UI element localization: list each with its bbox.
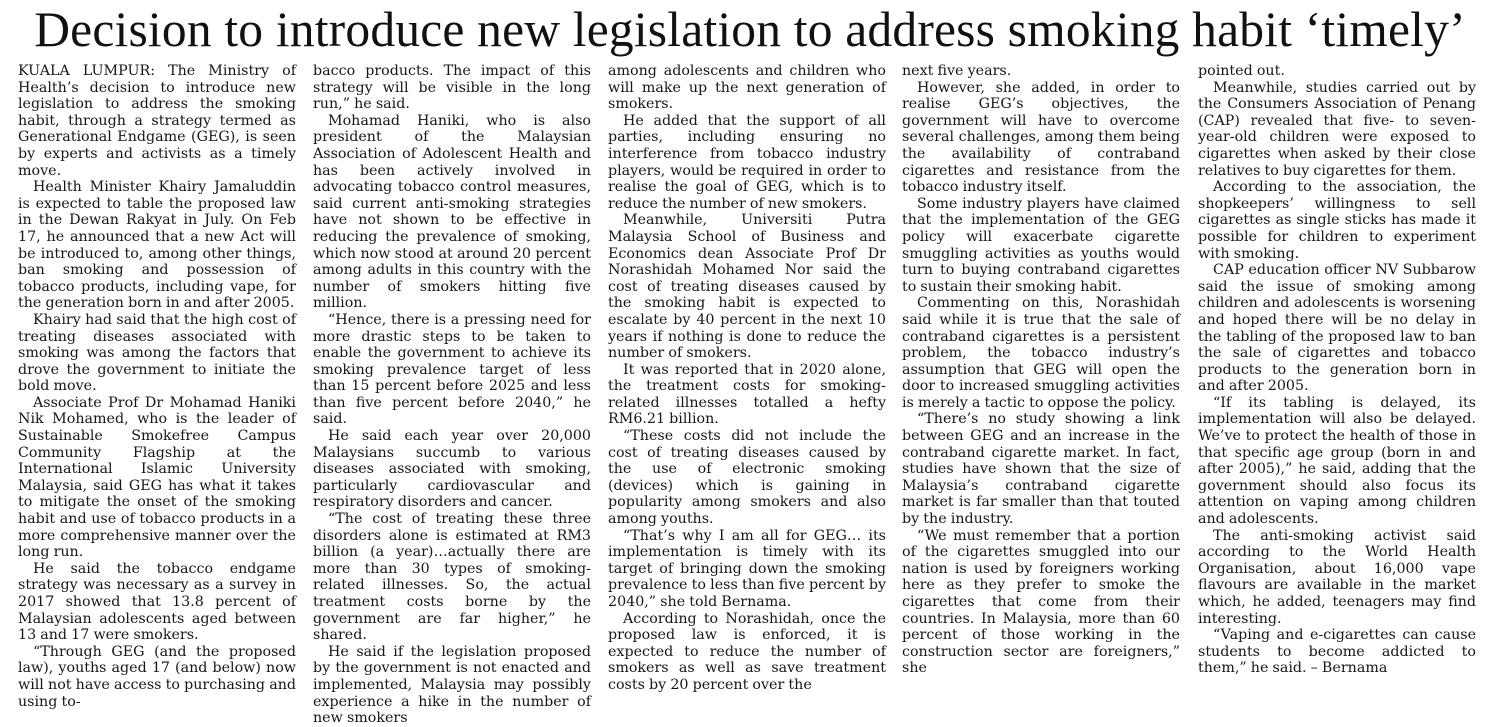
paragraph: It was reported that in 2020 alone, the treatment costs for smoking-related illnesses totalled a hefty RM6.21 billion. — [608, 361, 886, 428]
paragraph: pointed out. — [1198, 63, 1285, 79]
paragraph: “The cost of treating these three disorders alone is estimated at RM3 billion (a year)…actually there are more than 30 types of smoking-related illnesses. So, the actual treatment costs borne by the government are far higher,” he shared. — [313, 511, 591, 644]
paragraph: According to the association, the shopkeepers’ willingness to sell cigarettes as single sticks has made it possible for children to experiment with smoking. — [1198, 179, 1476, 262]
article-body — [18, 63, 1500, 727]
paragraph: “Through GEG (and the proposed law), youths aged 17 (and below) now will not have access to purchasing and using to- — [18, 643, 296, 710]
paragraph: Commenting on this, Norashidah said while it is true that the sale of contraband cigarettes is a persistent problem, the tobacco industry’s assumption that GEG will open the door to increased smuggling activities is merely a tactic to oppose the policy. — [902, 295, 1180, 411]
paragraph: KUALA LUMPUR: The Ministry of Health’s decision to introduce new legislation to address the smoking habit, through a strategy termed as Generational Endgame (GEG), is seen by experts and activists as a timely move. — [18, 63, 296, 179]
paragraph: Meanwhile, Universiti Putra Malaysia School of Business and Economics dean Associate Prof Dr Norashidah Mohamed Nor said the cost of treating diseases caused by the smoking habit is expected to escalate by 40 percent in the next 10 years if nothing is done to reduce the number of smokers. — [608, 212, 886, 362]
paragraph: Meanwhile, studies carried out by the Consumers Association of Penang (CAP) revealed that five- to seven-year-old children were exposed to cigarettes when asked by their close relatives to buy cigarettes for them. — [1198, 79, 1476, 179]
article-column-1 — [18, 63, 296, 710]
paragraph: Some industry players have claimed that the implementation of the GEG policy will exacerbate cigarette smuggling activities as youths would turn to buying contraband cigarettes to sustain their smoking habit. — [902, 195, 1180, 295]
paragraph: He added that the support of all parties, including ensuring no interference from tobacco industry players, would be required in order to realise the goal of GEG, which is to reduce the number of new smokers. — [608, 112, 886, 212]
paragraph: “Vaping and e-cigarettes can cause students to become addicted to them,” he said. – Bernama — [1198, 627, 1476, 677]
paragraph: among adolescents and children who will make up the next generation of smokers. — [608, 63, 886, 113]
paragraph: He said the tobacco endgame strategy was necessary as a survey in 2017 showed that 13.8 percent of Malaysian adolescents aged between 13 and 17 were smokers. — [18, 560, 296, 644]
paragraph: “If its tabling is delayed, its implementation will also be delayed. We’ve to protect the health of those in that specific age group (born in and after 2005),” he said, adding that the government should also focus its attention on vaping among children and adolescents. — [1198, 394, 1476, 528]
paragraph: “There’s no study showing a link between GEG and an increase in the contraband cigarette market. In fact, studies have shown that the size of Malaysia’s contraband cigarette market is far smaller than that touted by the industry. — [902, 411, 1180, 528]
paragraph: “That’s why I am all for GEG… its implementation is timely with its target of bringing down the smoking prevalence to less than five percent by 2040,” she told Bernama. — [608, 527, 886, 610]
paragraph: “Hence, there is a pressing need for more drastic steps to be taken to enable the government to achieve its smoking prevalence target of less than 15 percent before 2025 and less than five percent before 2040,” he said. — [313, 311, 591, 428]
article-column-2 — [313, 63, 591, 727]
paragraph: Mohamad Haniki, who is also president of the Malaysian Association of Adolescent Health and has been actively involved in advocating tobacco control measures, said current anti-smoking strategies have not shown to be effective in reducing the prevalence of smoking, which now stood at around 20 percent among adults in this country with the number of smokers hitting five million. — [313, 112, 591, 312]
paragraph: However, she added, in order to realise GEG’s objectives, the government will have to overcome several challenges, among them being the availability of contraband cigarettes and resistance from the tobacco industry itself. — [902, 79, 1180, 196]
paragraph: He said each year over 20,000 Malaysians succumb to various diseases associated with smoking, particularly cardiovascular and respiratory disorders and cancer. — [313, 428, 591, 511]
paragraph: “These costs did not include the cost of treating diseases caused by the use of electronic smoking (devices) which is gaining in popularity among smokers and also among youths. — [608, 428, 886, 528]
paragraph: The anti-smoking activist said according to the World Health Organisation, about 16,000 vape flavours are available in the market which, he added, teenagers may find interesting. — [1198, 527, 1476, 627]
headline: Decision to introduce new legislation to address smoking habit ‘timely’ — [34, 2, 1466, 57]
paragraph: next five years. — [902, 63, 1012, 79]
paragraph: Khairy had said that the high cost of treating diseases associated with smoking was among the factors that drove the government to initiate the bold move. — [18, 311, 296, 395]
paragraph: Associate Prof Dr Mohamad Haniki Nik Mohamed, who is the leader of Sustainable Smokefree Campus Community Flagship at the International Islamic University Malaysia, said GEG has what it takes to mitigate the onset of the smoking habit and use of tobacco products in a more comprehensive manner over the long run. — [18, 394, 296, 561]
article-column-5 — [1198, 63, 1476, 677]
paragraph: According to Norashidah, once the proposed law is enforced, it is expected to reduce the number of smokers as well as save treatment costs by 20 percent over the — [608, 610, 886, 693]
article-column-3 — [608, 63, 886, 694]
paragraph: He said if the legislation proposed by the government is not enacted and implemented, Malaysia may possibly experience a hike in the number of new smokers — [313, 643, 591, 727]
paragraph: “We must remember that a portion of the cigarettes smuggled into our nation is used by foreigners working here as they prefer to smoke the cigarettes that come from their countries. In Malaysia, more than 60 percent of those working in the construction sector are foreigners,” she — [902, 527, 1180, 677]
paragraph: CAP education officer NV Subbarow said the issue of smoking among children and adolescents is worsening and hoped there will be no delay in the tabling of the proposed law to ban the sale of cigarettes and tobacco products to the generation born in and after 2005. — [1198, 262, 1476, 395]
paragraph: bacco products. The impact of this strategy will be visible in the long run,” he said. — [313, 63, 591, 113]
paragraph: Health Minister Khairy Jamaluddin is expected to table the proposed law in the Dewan Rakyat in July. On Feb 17, he announced that a new Act will be introduced to, among other things, ban smoking and possession of tobacco products, including vape, for the generation born in and after 2005. — [18, 179, 296, 312]
article-column-4 — [902, 63, 1180, 677]
